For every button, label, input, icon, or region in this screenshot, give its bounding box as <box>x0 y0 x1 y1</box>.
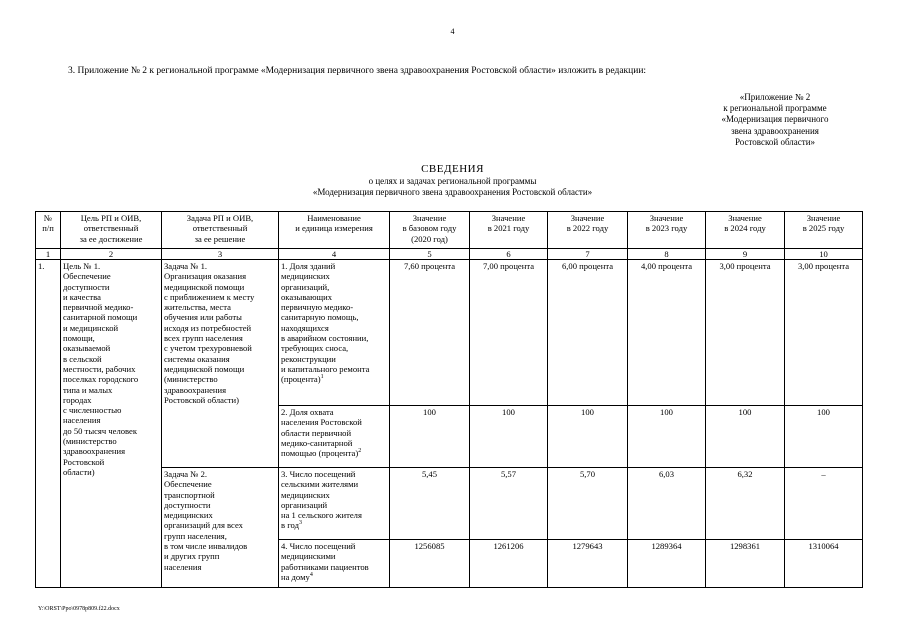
document-title: СВЕДЕНИЯ <box>421 163 484 175</box>
header-cell: Значение в 2025 году <box>785 212 863 249</box>
value-cell: 100 <box>470 406 548 468</box>
header-cell: Значение в 2022 году <box>548 212 628 249</box>
value-cell: 100 <box>548 406 628 468</box>
indicator-name: 4. Число посещений медицинскими работниками пациентов на дому <box>281 541 369 582</box>
column-number: 1 <box>36 249 61 260</box>
column-number: 8 <box>628 249 706 260</box>
value-cell: 6,32 <box>706 468 785 540</box>
row-number-cell: 1. <box>36 260 61 588</box>
indicator-name-cell <box>279 406 390 468</box>
column-number-row <box>36 249 863 260</box>
subtitle-line: «Модернизация первичного звена здравоохранения Ростовской области» <box>312 186 593 197</box>
column-number: 6 <box>470 249 548 260</box>
table-row <box>36 260 863 406</box>
indicator-name-cell <box>279 540 390 588</box>
column-number: 10 <box>785 249 863 260</box>
document-subtitle <box>0 176 905 197</box>
value-cell: 1289364 <box>628 540 706 588</box>
page-number: 4 <box>450 27 455 36</box>
value-cell: 7,00 процента <box>470 260 548 406</box>
appendix-line: «Модернизация первичного <box>721 114 829 125</box>
header-row <box>36 212 863 249</box>
subtitle-line: о целях и задачах региональной программы <box>368 176 537 186</box>
indicator-name: 1. Доля зданий медицинских организаций, оказывающих первичную медико- санитарную помощь, находящихся в аварийном состоянии, требующих сноса, реконструкции и капитального ремонта (процента) <box>281 261 370 385</box>
column-number: 7 <box>548 249 628 260</box>
goals-table <box>35 211 863 588</box>
appendix-line: Ростовской области» <box>734 136 816 147</box>
value-cell: 100 <box>785 406 863 468</box>
value-cell: 1279643 <box>548 540 628 588</box>
footnote-mark: 4 <box>309 572 313 579</box>
header-cell: Значение в 2021 году <box>470 212 548 249</box>
value-cell: 1261206 <box>470 540 548 588</box>
value-cell: 1256085 <box>390 540 470 588</box>
value-cell: 1310064 <box>785 540 863 588</box>
value-cell: 6,03 <box>628 468 706 540</box>
header-cell: Наименование и единица измерения <box>279 212 390 249</box>
header-cell: Цель РП и ОИВ, ответственный за ее достижение <box>61 212 162 249</box>
indicator-name: 3. Число посещений сельскими жителями медицинских организаций на 1 сельского жителя в год <box>281 469 362 531</box>
value-cell: 6,00 процента <box>548 260 628 406</box>
header-cell: Задача РП и ОИВ, ответственный за ее решение <box>162 212 279 249</box>
value-cell: 7,60 процента <box>390 260 470 406</box>
indicator-name-cell <box>279 468 390 540</box>
task-cell: Задача № 2. Обеспечение транспортной доступности медицинских организаций для всех групп населения, в том числе инвалидов и других групп населения <box>162 468 279 588</box>
value-cell: 5,57 <box>470 468 548 540</box>
file-path-footer: Y:\ORST\Ppo\0978p809.f22.docx <box>38 606 120 612</box>
value-cell: 100 <box>390 406 470 468</box>
intro-paragraph: 3. Приложение № 2 к региональной программе «Модернизация первичного звена здравоохранения Ростовской области» изложить в редакции: <box>68 66 647 76</box>
value-cell: 3,00 процента <box>785 260 863 406</box>
value-cell: 100 <box>706 406 785 468</box>
column-number: 4 <box>279 249 390 260</box>
value-cell: 3,00 процента <box>706 260 785 406</box>
goal-cell: Цель № 1. Обеспечение доступности и качества первичной медико- санитарной помощи и медицинской помощи, оказываемой в сельской местности, рабочих поселках городского типа и малых городах с численностью населения до 50 тысяч человек (министерство здравоохранения Ростовской области) <box>61 260 162 588</box>
footnote-mark: 1 <box>320 374 324 381</box>
column-number: 9 <box>706 249 785 260</box>
header-cell: Значение в 2023 году <box>628 212 706 249</box>
header-cell: Значение в базовом году (2020 год) <box>390 212 470 249</box>
column-number: 3 <box>162 249 279 260</box>
value-cell: 5,45 <box>390 468 470 540</box>
appendix-line: к региональной программе <box>723 103 827 114</box>
appendix-line: «Приложение № 2 <box>739 92 811 102</box>
value-cell: – <box>785 468 863 540</box>
appendix-heading <box>690 92 860 148</box>
indicator-name: 2. Доля охвата населения Ростовской области первичной медико-санитарной помощью (процента) <box>281 407 362 459</box>
footnote-mark: 2 <box>358 448 362 455</box>
value-cell: 1298361 <box>706 540 785 588</box>
indicator-name-cell <box>279 260 390 406</box>
column-number: 2 <box>61 249 162 260</box>
header-cell: Значение в 2024 году <box>706 212 785 249</box>
appendix-line: звена здравоохранения <box>731 125 819 136</box>
task-cell: Задача № 1. Организация оказания медицинской помощи с приближением к месту жительства, места обучения или работы исходя из потребностей всех групп населения с учетом трехуровневой системы оказания медицинской помощи (министерство здравоохранения Ростовской области) <box>162 260 279 468</box>
footnote-mark: 3 <box>298 520 302 527</box>
value-cell: 5,70 <box>548 468 628 540</box>
value-cell: 4,00 процента <box>628 260 706 406</box>
column-number: 5 <box>390 249 470 260</box>
header-cell: № п/п <box>36 212 61 249</box>
value-cell: 100 <box>628 406 706 468</box>
